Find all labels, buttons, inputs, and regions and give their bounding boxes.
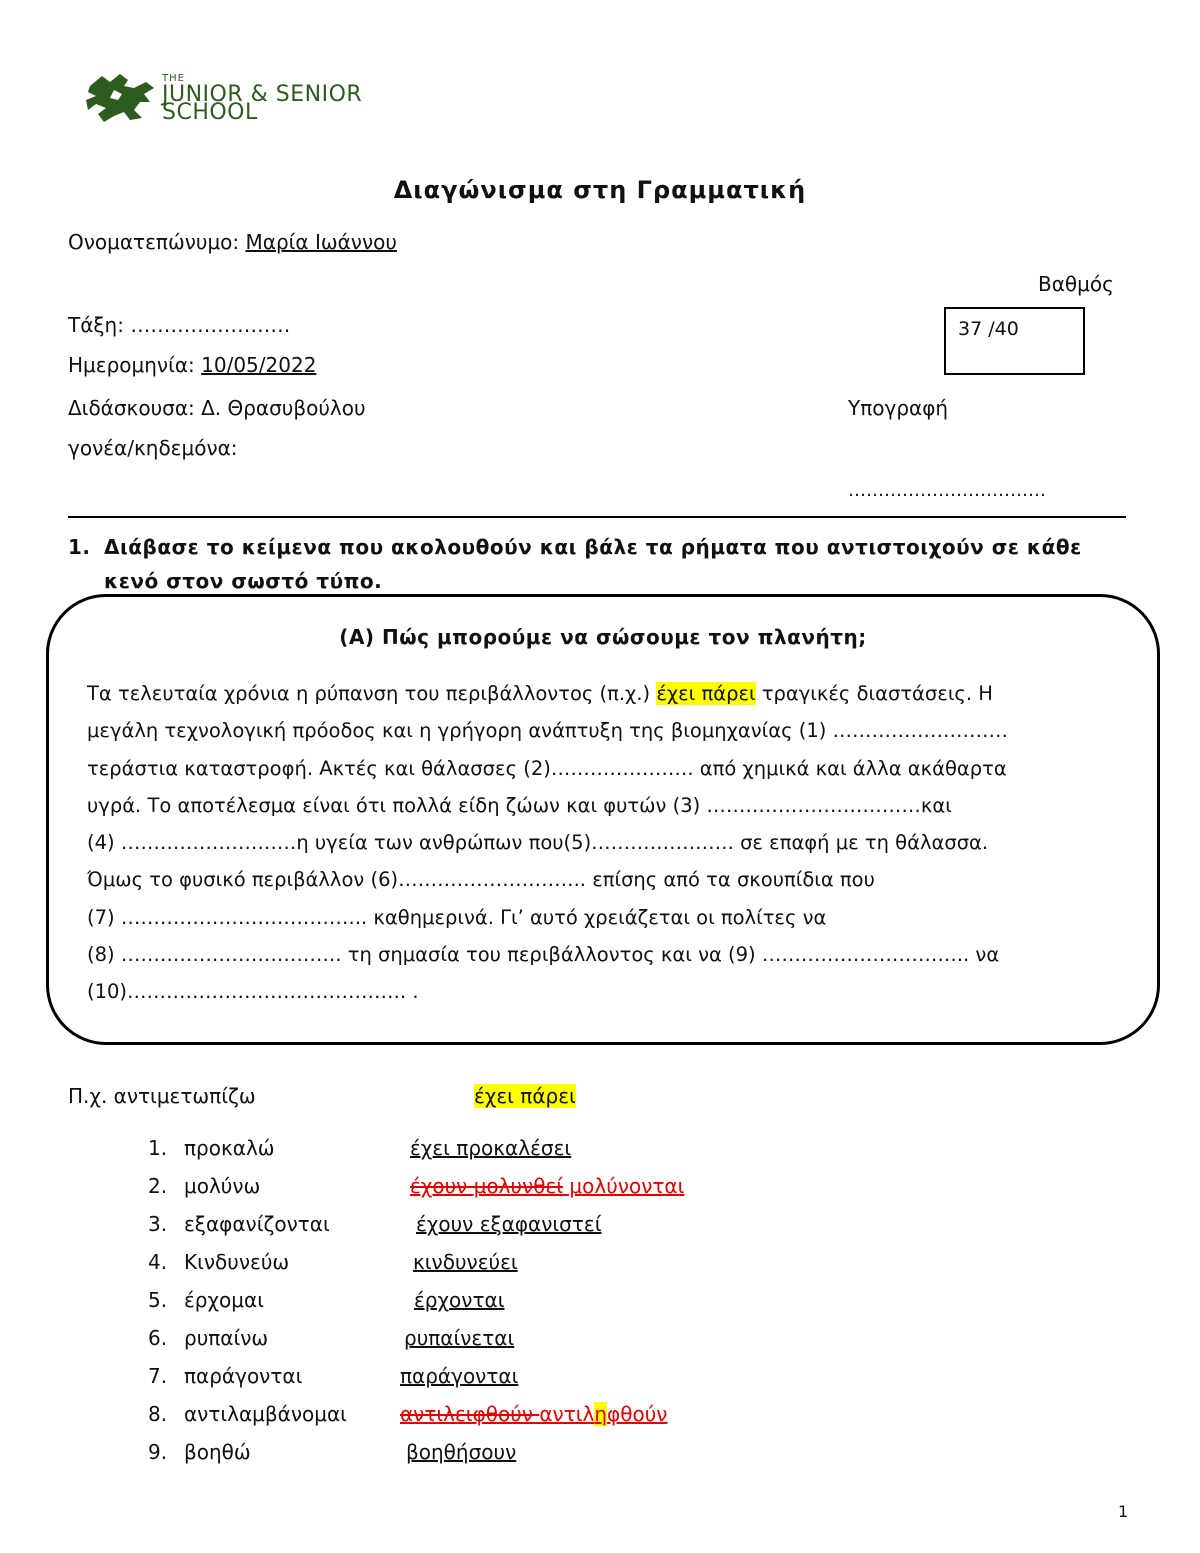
grade-box: [944, 307, 1085, 375]
signature-line: ……………………………: [848, 480, 1046, 501]
grade-value: 37 /40: [958, 318, 1019, 340]
item-answer: έχουν εξαφανιστεί: [416, 1212, 602, 1236]
struck-answer: έχουν μολυνθεί: [410, 1174, 564, 1198]
passage-box: [46, 594, 1160, 1045]
item-number: 4.: [148, 1250, 168, 1274]
page-number: 1: [1118, 1502, 1129, 1521]
logo-the: THE: [162, 73, 185, 84]
logo-line1: JUNIOR & SENIOR: [162, 82, 363, 107]
class-row: Τάξη: ……………………: [68, 313, 291, 337]
grade-label: Βαθμός: [1038, 272, 1114, 296]
item-verb: έρχομαι: [184, 1288, 264, 1312]
passage-text: [87, 675, 1127, 1011]
item-answer: έχει προκαλέσει: [410, 1136, 572, 1160]
item-number: 5.: [148, 1288, 168, 1312]
name-label: Ονοματεπώνυμο:: [68, 230, 240, 254]
signature-label: Υπογραφή: [848, 396, 949, 420]
item-verb: ρυπαίνω: [184, 1326, 269, 1350]
teacher-row: Διδάσκουσα: Δ. Θρασυβούλου: [68, 396, 366, 420]
question-number: 1.: [68, 535, 91, 559]
struck-answer: αντιλειφθούν: [400, 1402, 540, 1426]
page-title: Διαγώνισμα στη Γραμματική: [393, 176, 807, 204]
example-label: Π.χ. αντιμετωπίζω: [68, 1084, 256, 1108]
logo-wordmark: [162, 74, 362, 124]
name-value: Μαρία Ιωάννου: [245, 230, 397, 254]
name-row: [68, 230, 397, 254]
passage-line: (8) ……………………………. τη σημασία του περιβάλλοντος και να (9) ………………………….. να: [87, 943, 1000, 967]
question-line-1: Διάβασε το κείμενα που ακολουθούν και βάλε τα ρήματα που αντιστοιχούν σε κάθε: [104, 535, 1082, 559]
item-number: 8.: [148, 1402, 168, 1426]
date-value: 10/05/2022: [201, 353, 317, 377]
item-verb: εξαφανίζονται: [184, 1212, 330, 1236]
passage-title: (Α) Πώς μπορούμε να σώσουμε τον πλανήτη;: [339, 625, 867, 649]
passage-line: (10)……………………………………. .: [87, 980, 419, 1004]
passage-line: υγρά. Το αποτέλεσμα είναι ότι πολλά είδη ζώων και φυτών (3) ……………………………και: [87, 793, 952, 817]
corrected-answer: μολύνονται: [563, 1174, 685, 1198]
item-number: 1.: [148, 1136, 168, 1160]
guardian-label: γονέα/κηδεμόνα:: [68, 436, 238, 460]
lion-logo-icon: [84, 72, 158, 124]
item-number: 2.: [148, 1174, 168, 1198]
item-correction: [410, 1174, 684, 1198]
highlighted-answer: έχει πάρει: [656, 682, 756, 705]
example-answer: έχει πάρει: [474, 1084, 576, 1108]
item-number: 3.: [148, 1212, 168, 1236]
passage-line: (7) ……………………………….. καθημερινά. Γι’ αυτό χρειάζεται οι πολίτες να: [87, 905, 827, 929]
item-verb: μολύνω: [184, 1174, 261, 1198]
divider: [68, 516, 1126, 518]
passage-line: [87, 675, 1127, 712]
item-verb: Κινδυνεύω: [184, 1250, 290, 1274]
corrected-letter: η: [594, 1402, 608, 1426]
question-text: [104, 530, 1124, 598]
question-line-2: κενό στον σωστό τύπο.: [104, 569, 383, 593]
item-number: 7.: [148, 1364, 168, 1388]
passage-fragment: τραγικές διαστάσεις. Η: [755, 682, 993, 705]
item-verb: προκαλώ: [184, 1136, 275, 1160]
item-answer: βοηθήσουν: [406, 1440, 517, 1464]
item-answer: κινδυνεύει: [413, 1250, 518, 1274]
passage-line: (4) ………………………η υγεία των ανθρώπων που(5)…………………. σε επαφή με τη θάλασσα.: [87, 831, 989, 855]
item-verb: παράγονται: [184, 1364, 303, 1388]
corrected-answer-part: φθούν: [607, 1402, 668, 1426]
school-logo: [84, 72, 414, 128]
logo-line2: SCHOOL: [162, 100, 258, 125]
passage-fragment: Τα τελευταία χρόνια η ρύπανση του περιβάλλοντος (π.χ.): [87, 682, 657, 705]
passage-line: μεγάλη τεχνολογική πρόοδος και η γρήγορη ανάπτυξη της βιομηχανίας (1) ………………………: [87, 719, 1009, 743]
item-number: 9.: [148, 1440, 168, 1464]
item-verb: βοηθώ: [184, 1440, 251, 1464]
passage-line: τεράστια καταστροφή. Ακτές και θάλασσες (2)…………………. από χημικά και άλλα ακάθαρτα: [87, 756, 1007, 780]
item-verb: αντιλαμβάνομαι: [184, 1402, 347, 1426]
corrected-answer-part: αντιλ: [539, 1402, 595, 1426]
item-number: 6.: [148, 1326, 168, 1350]
date-label: Ημερομηνία:: [68, 353, 195, 377]
passage-line: Όμως το φυσικό περιβάλλον (6)……………………….. επίσης από τα σκουπίδια που: [87, 868, 875, 892]
item-answer: παράγονται: [400, 1364, 519, 1388]
date-row: [68, 353, 316, 377]
item-answer: έρχονται: [414, 1288, 505, 1312]
item-answer: ρυπαίνεται: [404, 1326, 515, 1350]
item-correction: [400, 1402, 667, 1426]
